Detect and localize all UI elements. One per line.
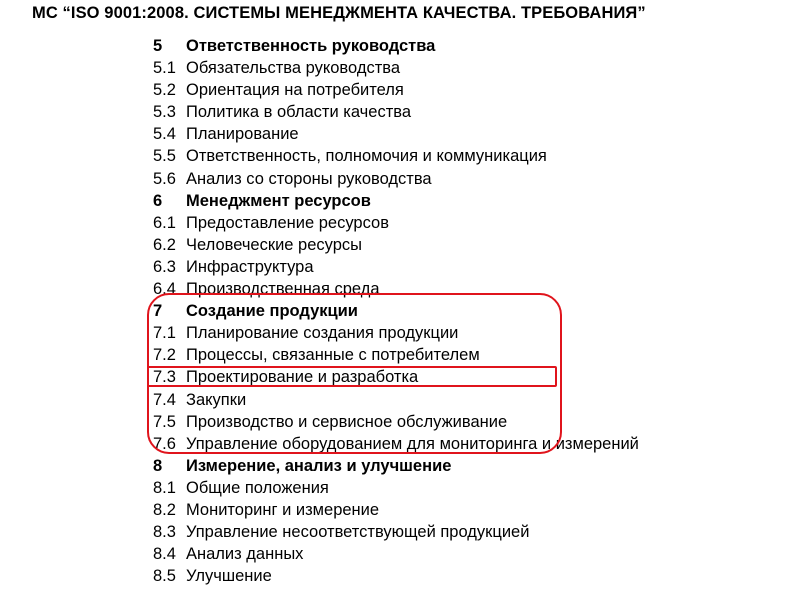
toc-label: Управление несоответствующей продукцией <box>186 523 530 542</box>
toc-item-8-1 <box>153 477 639 499</box>
toc-label: Инфраструктура <box>186 257 314 276</box>
toc-label: Анализ данных <box>186 545 304 564</box>
toc-label: Ответственность, полномочия и коммуникация <box>186 147 547 166</box>
toc-number: 6.2 <box>153 235 176 254</box>
toc-item-7-2 <box>153 344 639 366</box>
toc-item-6-3 <box>153 256 639 278</box>
toc-number: 7 <box>153 302 163 321</box>
toc-item-8-3 <box>153 521 639 543</box>
toc-number: 5.1 <box>153 59 176 78</box>
toc-number: 6 <box>153 191 163 210</box>
toc-label: Анализ со стороны руководства <box>186 169 432 188</box>
toc-number: 8 <box>153 456 163 475</box>
toc-number: 7.1 <box>153 324 176 343</box>
toc-label: Производство и сервисное обслуживание <box>186 412 508 431</box>
toc-label: Ориентация на потребителя <box>186 81 404 100</box>
slide-title: МС “ISO 9001:2008. СИСТЕМЫ МЕНЕДЖМЕНТА КАЧЕСТВА. ТРЕБОВАНИЯ” <box>32 4 646 22</box>
toc-label: Создание продукции <box>186 302 358 321</box>
toc-item-7-5 <box>153 411 639 433</box>
toc-item-5-4 <box>153 123 639 145</box>
toc-label: Политика в области качества <box>186 103 412 122</box>
toc-item-8-4 <box>153 543 639 565</box>
toc-label: Проектирование и разработка <box>186 368 419 387</box>
toc-number: 6.1 <box>153 213 176 232</box>
toc-number: 7.5 <box>153 412 176 431</box>
toc-number: 7.3 <box>153 368 176 387</box>
toc-item-8-5 <box>153 565 639 587</box>
toc-label: Обязательства руководства <box>186 59 401 78</box>
toc-item-5-6 <box>153 168 639 190</box>
toc-label: Производственная среда <box>186 280 380 299</box>
toc-label: Планирование создания продукции <box>186 324 459 343</box>
toc-list <box>153 35 639 587</box>
toc-number: 7.2 <box>153 346 176 365</box>
toc-label: Человеческие ресурсы <box>186 235 362 254</box>
toc-section-7 <box>153 300 639 322</box>
toc-number: 8.3 <box>153 523 176 542</box>
toc-item-5-1 <box>153 57 639 79</box>
toc-label: Управление оборудованием для мониторинга и измерений <box>186 434 639 453</box>
toc-number: 5.6 <box>153 169 176 188</box>
toc-item-5-2 <box>153 79 639 101</box>
toc-number: 6.4 <box>153 280 176 299</box>
toc-number: 5.2 <box>153 81 176 100</box>
toc-label: Планирование <box>186 125 299 144</box>
toc-number: 8.2 <box>153 500 176 519</box>
toc-item-6-2 <box>153 234 639 256</box>
toc-number: 8.5 <box>153 567 176 586</box>
toc-number: 5 <box>153 37 163 55</box>
toc-number: 5.4 <box>153 125 176 144</box>
toc-item-5-3 <box>153 101 639 123</box>
toc-label: Закупки <box>186 390 247 409</box>
toc-label: Измерение, анализ и улучшение <box>186 456 452 475</box>
toc-item-6-1 <box>153 212 639 234</box>
toc-label: Общие положения <box>186 478 329 497</box>
toc-item-7-4 <box>153 389 639 411</box>
toc-item-6-4 <box>153 278 639 300</box>
toc-item-5-5 <box>153 145 639 167</box>
toc-label: Менеджмент ресурсов <box>186 191 371 210</box>
toc-number: 8.4 <box>153 545 176 564</box>
toc-number: 5.5 <box>153 147 176 166</box>
toc-number: 7.4 <box>153 390 176 409</box>
toc-section-5 <box>153 35 639 57</box>
toc-number: 8.1 <box>153 478 176 497</box>
toc-label: Улучшение <box>186 567 272 586</box>
toc-section-6 <box>153 190 639 212</box>
toc-item-7-6 <box>153 433 639 455</box>
toc-item-8-2 <box>153 499 639 521</box>
toc-section-8 <box>153 455 639 477</box>
toc-label: Ответственность руководства <box>186 37 436 55</box>
toc-label: Процессы, связанные с потребителем <box>186 346 480 365</box>
toc-label: Мониторинг и измерение <box>186 500 380 519</box>
toc-label: Предоставление ресурсов <box>186 213 389 232</box>
toc-number: 7.6 <box>153 434 176 453</box>
toc-number: 5.3 <box>153 103 176 122</box>
toc-number: 6.3 <box>153 257 176 276</box>
toc-item-7-3 <box>153 366 639 388</box>
toc-item-7-1 <box>153 322 639 344</box>
